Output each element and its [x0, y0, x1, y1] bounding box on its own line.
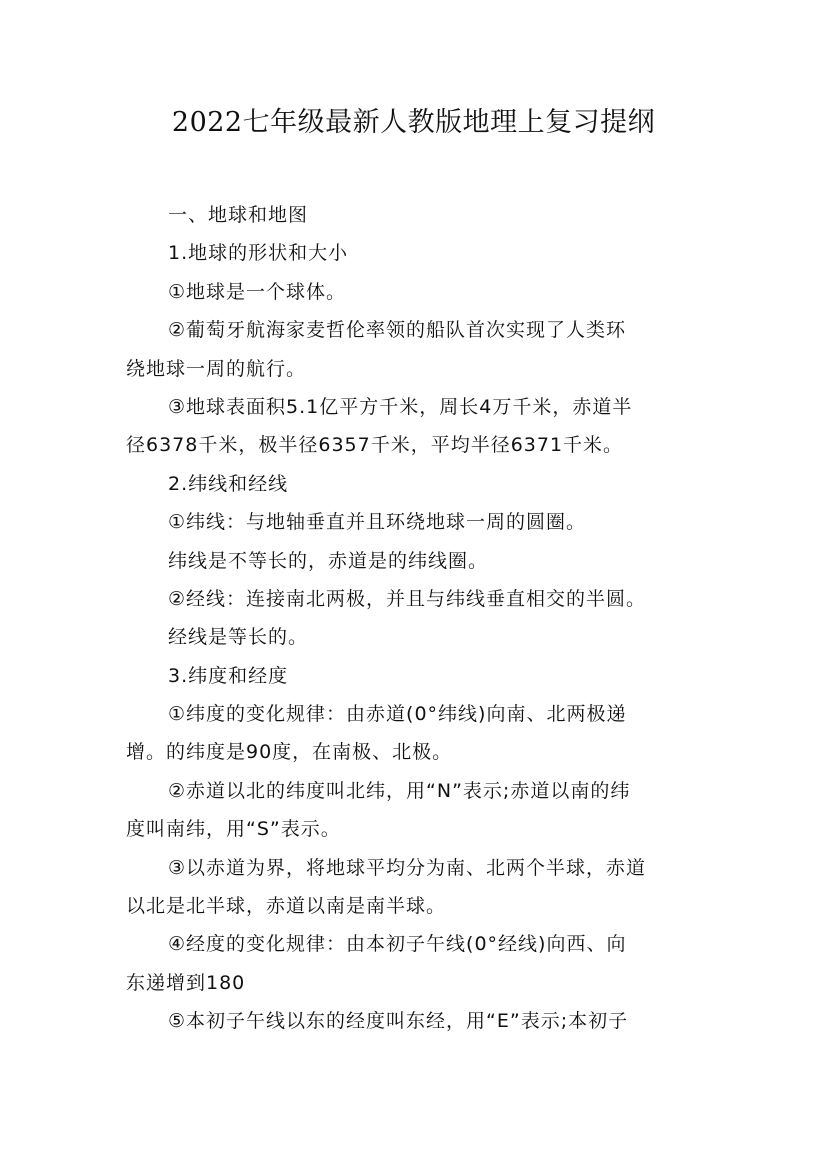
document-body	[126, 196, 706, 1041]
text-line: 3.纬度和经度	[168, 664, 289, 687]
text-line: 增。的纬度是90度，在南极、北极。	[126, 741, 453, 764]
text-line: ①纬线：与地轴垂直并且环绕地球一周的圆圈。	[168, 511, 587, 534]
text-line: ①纬度的变化规律：由赤道(0°纬线)向南、北两极递	[168, 703, 627, 726]
text-line: 2.纬线和经线	[168, 472, 289, 495]
text-line: ①地球是一个球体。	[168, 280, 347, 303]
text-line: ⑤本初子午线以东的经度叫东经，用“E”表示;本初子	[168, 1010, 629, 1033]
text-line: ④经度的变化规律：由本初子午线(0°经线)向西、向	[168, 933, 627, 956]
text-line: 绕地球一周的航行。	[126, 357, 307, 380]
text-line: 经线是等长的。	[168, 626, 309, 649]
text-line: 径6378千米，极半径6357千米，平均半径6371千米。	[126, 434, 624, 457]
text-line: 1.地球的形状和大小	[168, 242, 349, 265]
text-line: ③以赤道为界，将地球平均分为南、北两个半球，赤道	[168, 856, 647, 879]
text-line: ③地球表面积5.1亿平方千米，周长4万千米，赤道半	[168, 395, 633, 418]
text-line: 度叫南纬，用“S”表示。	[126, 818, 341, 841]
text-line: 以北是北半球，赤道以南是南半球。	[126, 895, 447, 918]
text-line: ②赤道以北的纬度叫北纬，用“N”表示;赤道以南的纬	[168, 779, 631, 802]
text-line: ②葡萄牙航海家麦哲伦率领的船队首次实现了人类环	[168, 319, 627, 342]
text-line: 纬线是不等长的，赤道是的纬线圈。	[168, 549, 489, 572]
text-line: ②经线：连接南北两极，并且与纬线垂直相交的半圆。	[168, 587, 647, 610]
document-title: 2022七年级最新人教版地理上复习提纲	[171, 107, 656, 138]
text-line: 一、地球和地图	[168, 204, 309, 226]
text-line: 东递增到180	[126, 971, 246, 994]
